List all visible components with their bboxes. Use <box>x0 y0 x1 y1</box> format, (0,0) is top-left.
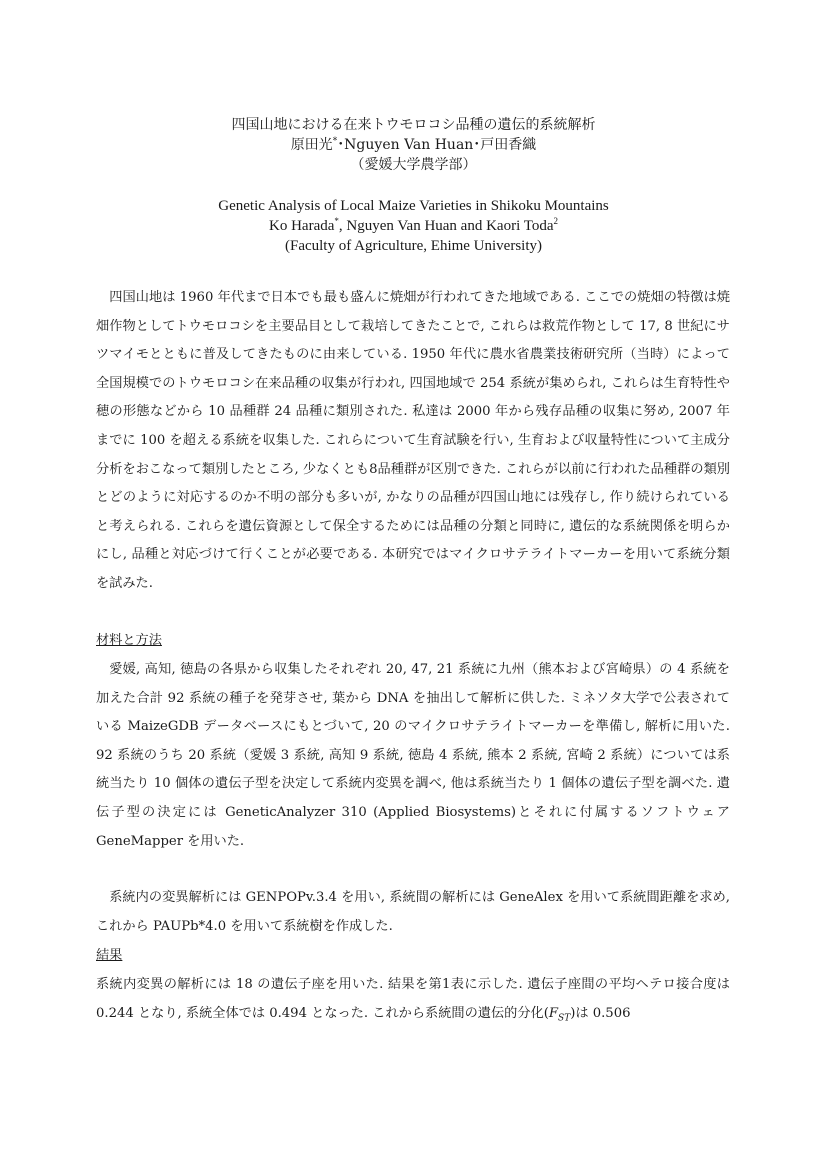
results-text-a: 系統内変異の解析には 18 の遺伝子座を用いた. 結果を第1表に示した. 遺伝子座間の平均ヘテロ接合度は 0.244 となり, 系統全体では 0.494 となった. これから系統間の遺伝的分化( <box>96 977 730 1021</box>
methods-heading: 材料と方法 <box>96 633 162 648</box>
japanese-title: 四国山地における在来トウモロコシ品種の遺伝的系統解析 <box>231 117 596 133</box>
methods-section <box>96 656 730 856</box>
author-name: 原田光 <box>290 137 333 153</box>
results-section <box>96 971 730 1028</box>
methods-section-2 <box>96 884 730 941</box>
results-heading-block <box>96 942 730 971</box>
english-authors <box>0 216 827 236</box>
author-names-rest: ･Nguyen Van Huan･戸田香織 <box>337 137 537 153</box>
english-title: Genetic Analysis of Local Maize Varieties in Shikoku Mountains <box>218 198 609 214</box>
intro-paragraph: 四国山地は 1960 年代まで日本でも最も盛んに焼畑が行われてきた地域である. ここでの焼畑の特徴は焼畑作物としてトウモロコシを主要品目として栽培してきたことで, これらは救荒作物として 17, 8 世紀にサツマイモとともに普及してきたものに由来している. 1950 年代に農水省農業技術研究所（当時）によって全国規模でのトウモロコシ在来品種の収集が行われ, 四国地域で 254 系統が集められ, これらは生育特性や穂の形態などから 10 品種群 24 品種に類別された. 私達は 2000 年から残存品種の収集に努め, 2007 年までに 100 を超える系統を収集した. これらについて生育試験を行い, 生育および収量特性について主成分分析をおこなって類別したところ, 少なくとも8品種群が区別できた. これらが以前に行われた品種群の類別とどのように対応するのか不明の部分も多いが, かなりの品種が四国山地には残存し, 作り続けられていると考えられる. これらを遺伝資源として保全するためには品種の分類と同時に, 遺伝的な系統関係を明らかにし, 品種と対応づけて行くことが必要である. 本研究ではマイクロサテライトマーカーを用いて系統分類を試みた. <box>96 290 730 591</box>
fst-subscript: ST <box>558 1013 571 1024</box>
results-heading: 結果 <box>96 948 123 963</box>
english-affiliation: (Faculty of Agriculture, Ehime University) <box>284 238 543 254</box>
intro-section <box>96 284 730 599</box>
fst-symbol: F <box>548 1005 559 1021</box>
results-text-b: )は 0.506 <box>570 1005 631 1021</box>
author-names-rest: , Nguyen Van Huan and Kaori Toda <box>338 218 554 234</box>
methods-paragraph-2: 系統内の変異解析には GENPOPv.3.4 を用い, 系統間の解析には GeneAlex を用いて系統間距離を求め, これから PAUPb*4.0 を用いて系統樹を作成した. <box>96 890 730 934</box>
methods-heading-block <box>96 627 730 656</box>
author-name: Ko Harada <box>269 218 335 234</box>
japanese-affiliation: （愛媛大学農学部） <box>350 157 477 173</box>
corresponding-mark: * <box>334 216 339 226</box>
corresponding-mark: * <box>332 136 338 147</box>
results-paragraph-1 <box>96 971 730 1028</box>
japanese-authors <box>0 135 827 155</box>
methods-paragraph-1: 愛媛, 高知, 徳島の各県から収集したそれぞれ 20, 47, 21 系統に九州（熊本および宮崎県）の 4 系統を加えた合計 92 系統の種子を発芽させ, 葉から DNA を抽出して解析に供した. ミネソタ大学で公表されている MaizeGDB データベースにもとづいて, 20 のマイクロサテライトマーカーを準備し, 解析に用いた. 92 系統のうち 20 系統（愛媛 3 系統, 高知 9 系統, 徳島 4 系統, 熊本 2 系統, 宮崎 2 系統）については系統当たり 10 個体の遺伝子型を決定して系統内変異を調べ, 他は系統当たり 1 個体の遺伝子型を調べた. 遺伝子型の決定には GeneticAnalyzer 310 (Applied Biosystems)とそれに付属するソフトウェア GeneMapper を用いた. <box>96 662 730 849</box>
affiliation-mark: 2 <box>553 216 558 226</box>
